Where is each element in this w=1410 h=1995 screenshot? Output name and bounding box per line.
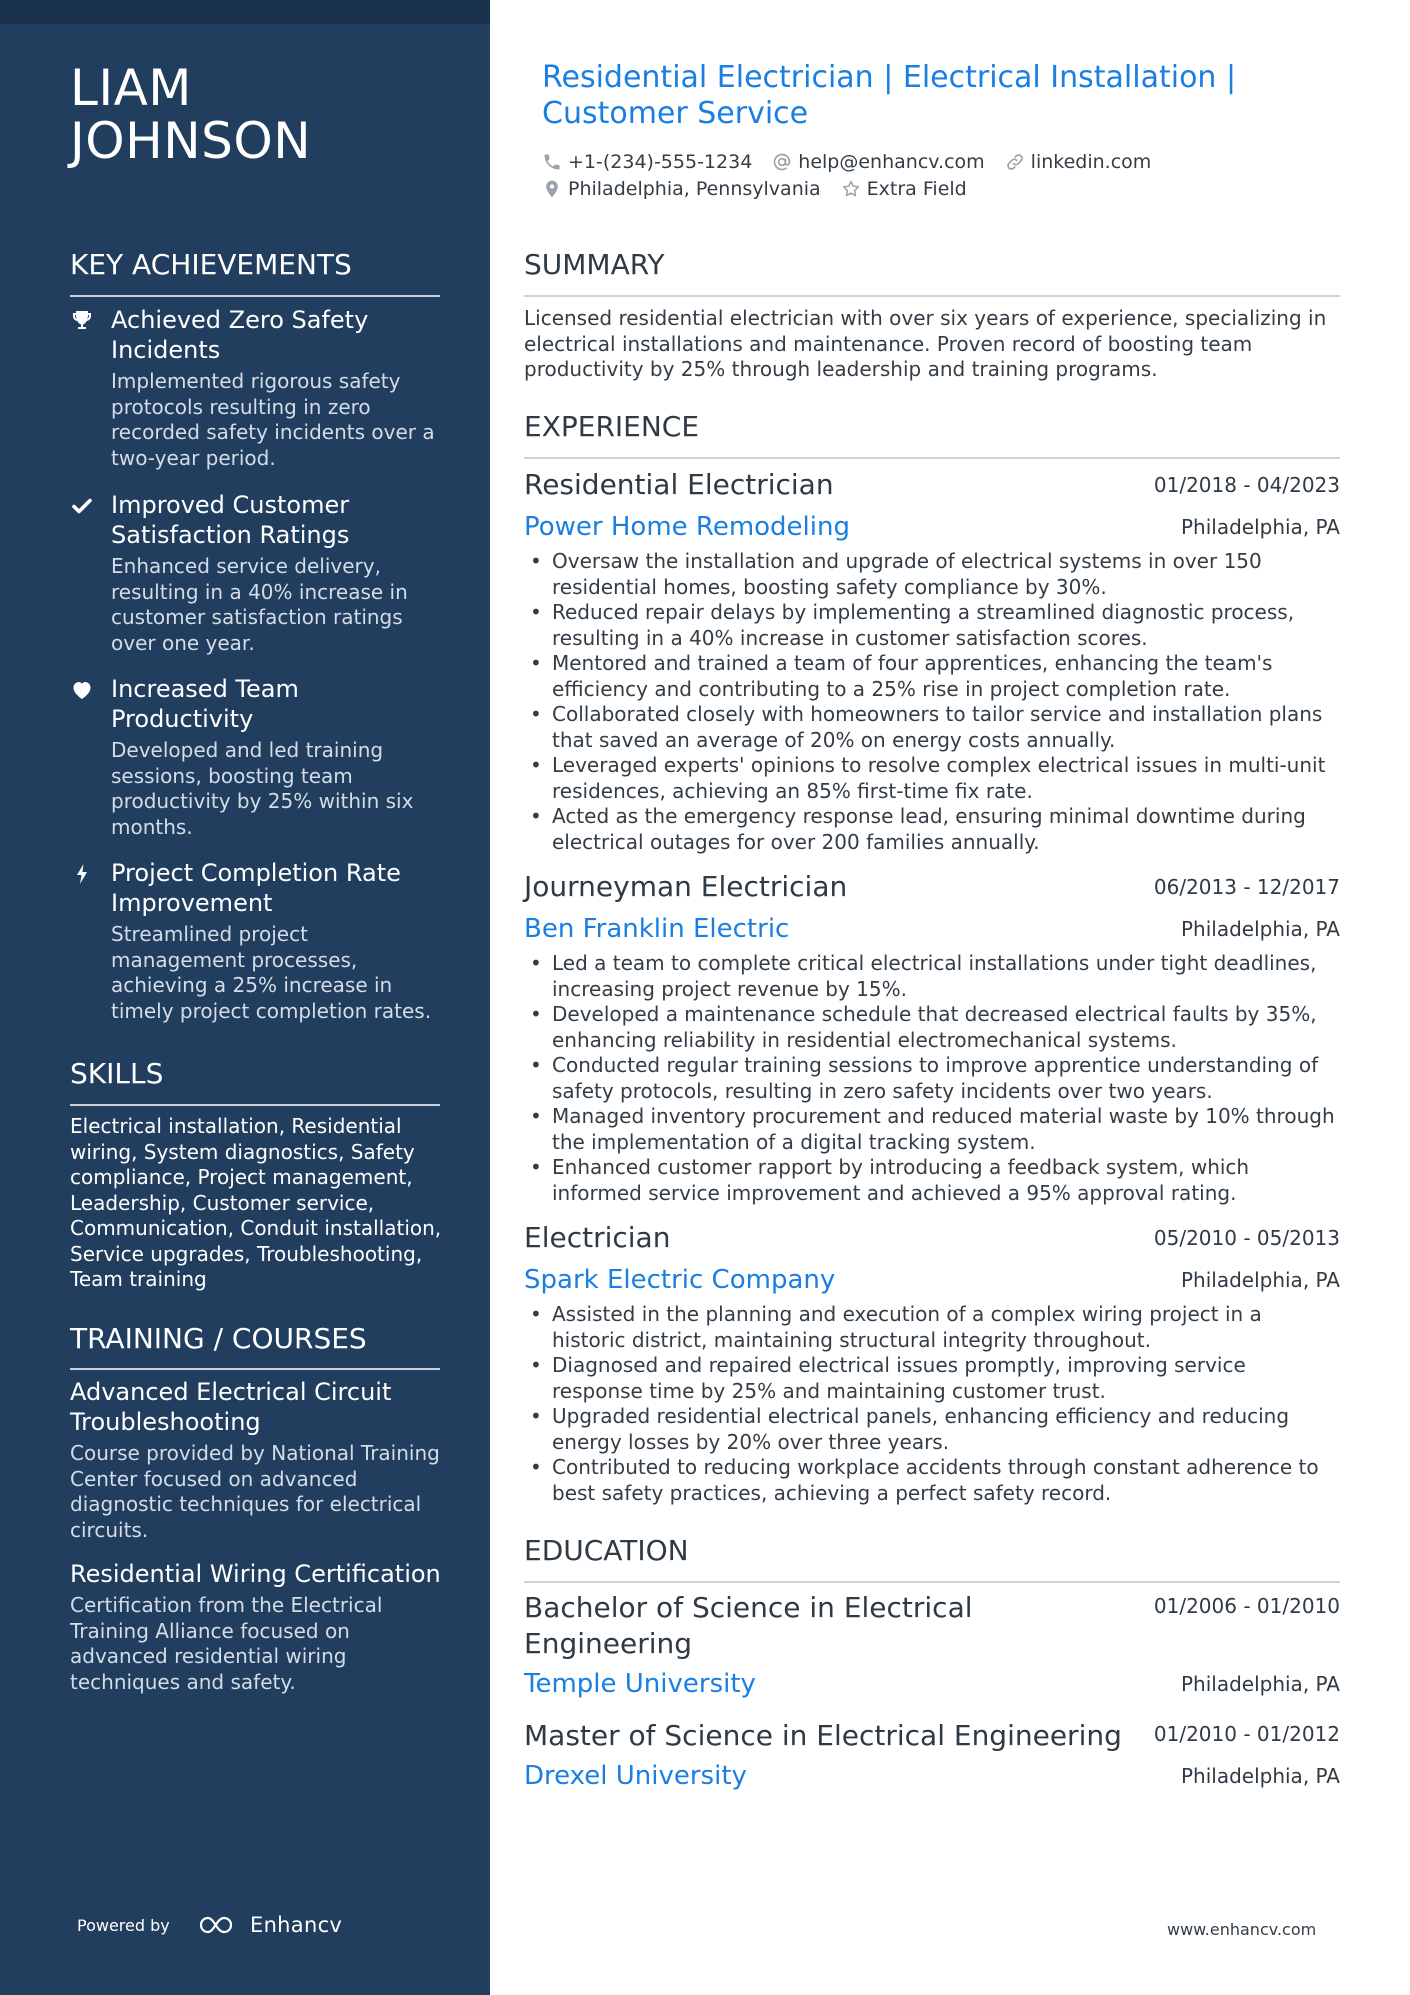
degree-title: Bachelor of Science in Electrical Engineering xyxy=(524,1591,973,1660)
contact-location xyxy=(542,178,821,200)
course-title: Advanced Electrical Circuit Troubleshooting xyxy=(70,1378,392,1436)
job-dates: 05/2010 - 05/2013 xyxy=(1153,1226,1340,1250)
trophy-icon xyxy=(70,309,96,335)
job-dates: 06/2013 - 12/2017 xyxy=(1153,875,1340,899)
sidebar xyxy=(0,0,490,1995)
enhancv-logo[interactable] xyxy=(196,1910,342,1940)
section-divider xyxy=(70,1104,440,1106)
school-name[interactable]: Temple University xyxy=(524,1669,756,1699)
course-description: Course provided by National Training Center focused on advanced diagnostic techniques for electrical circuits. xyxy=(70,1441,440,1542)
list-item: • Upgraded residential electrical panels, enhancing efficiency and reducing energy losses by 20% over three years. xyxy=(524,1404,1340,1455)
section-divider xyxy=(524,1581,1340,1583)
contact-email[interactable] xyxy=(772,151,984,173)
education-location: Philadelphia, PA xyxy=(1180,1764,1340,1788)
section-title-key-achievements: KEY ACHIEVEMENTS xyxy=(70,248,352,281)
achievement-description: Implemented rigorous safety protocols resulting in zero recorded safety incidents over a two-year period. xyxy=(111,369,435,470)
candidate-name xyxy=(70,59,312,170)
contact-info xyxy=(542,148,1362,202)
list-item: • Reduced repair delays by implementing a streamlined diagnostic process, resulting in a 40% increase in customer satisfaction scores. xyxy=(524,600,1340,651)
course-description: Certification from the Electrical Training Alliance focused on advanced residential wiring techniques and safety. xyxy=(70,1593,383,1694)
job-title: Residential Electrician xyxy=(524,468,834,501)
contact-linkedin[interactable] xyxy=(1005,151,1152,173)
job-location: Philadelphia, PA xyxy=(1180,917,1340,941)
job-bullets xyxy=(524,549,1340,855)
list-item: • Acted as the emergency response lead, ensuring minimal downtime during electrical outages for over 200 families annually. xyxy=(524,804,1340,855)
list-item: • Oversaw the installation and upgrade of electrical systems in over 150 residential homes, boosting safety compliance by 30%. xyxy=(524,549,1340,600)
headline-line: Residential Electrician | Electrical Installation | xyxy=(542,60,1237,95)
list-item: • Diagnosed and repaired electrical issues promptly, improving service response time by 25% and maintaining customer trust. xyxy=(524,1353,1340,1404)
company-name[interactable]: Ben Franklin Electric xyxy=(524,914,790,944)
first-name: LIAM xyxy=(70,59,192,117)
section-divider xyxy=(524,457,1340,459)
list-item: • Mentored and trained a team of four apprentices, enhancing the team's efficiency and contributing to a 25% rise in project completion rate. xyxy=(524,651,1340,702)
education-entry xyxy=(524,1590,1340,1702)
phone-icon xyxy=(542,152,562,172)
achievement-item xyxy=(70,490,440,656)
job-title: Electrician xyxy=(524,1221,671,1254)
achievement-title: Project Completion Rate Improvement xyxy=(111,859,401,917)
section-divider xyxy=(524,295,1340,297)
section-title-education: EDUCATION xyxy=(524,1534,689,1567)
section-divider xyxy=(70,295,440,297)
extra-field-text: Extra Field xyxy=(866,177,967,200)
job-bullets xyxy=(524,951,1340,1206)
last-name: JOHNSON xyxy=(70,112,312,170)
course-title: Residential Wiring Certification xyxy=(70,1560,441,1588)
at-icon xyxy=(772,152,792,172)
link-icon xyxy=(1005,152,1025,172)
contact-extra xyxy=(841,178,967,200)
achievement-title: Achieved Zero Safety Incidents xyxy=(111,306,369,364)
list-item: • Developed a maintenance schedule that decreased electrical faults by 35%, enhancing reliability in residential electromechanical systems. xyxy=(524,1002,1340,1053)
email-text: help@enhancv.com xyxy=(798,150,985,173)
achievement-title: Increased Team Productivity xyxy=(111,675,299,733)
achievement-description: Developed and led training sessions, boosting team productivity by 25% within six months. xyxy=(111,738,414,839)
achievement-title: Improved Customer Satisfaction Ratings xyxy=(111,491,350,549)
brand-name: Enhancv xyxy=(250,1913,343,1937)
lightning-icon xyxy=(70,862,96,888)
achievement-description: Enhanced service delivery, resulting in a 40% increase in customer satisfaction ratings over one year. xyxy=(111,554,408,655)
footer-url[interactable]: www.enhancv.com xyxy=(1167,1920,1317,1939)
checkmark-icon xyxy=(70,494,96,520)
course-item xyxy=(70,1377,445,1543)
contact-phone[interactable] xyxy=(542,151,752,173)
star-icon xyxy=(841,179,861,199)
section-title-skills: SKILLS xyxy=(70,1057,164,1090)
job-bullets xyxy=(524,1302,1340,1506)
experience-entry xyxy=(524,871,1340,1206)
job-location: Philadelphia, PA xyxy=(1180,515,1340,539)
degree-title: Master of Science in Electrical Engineering xyxy=(524,1719,1122,1752)
headline-line: Customer Service xyxy=(542,96,809,131)
powered-by-label: Powered by xyxy=(77,1916,170,1935)
section-title-summary: SUMMARY xyxy=(524,248,665,281)
achievement-description: Streamlined project management processes, achieving a 25% increase in timely project completion rates. xyxy=(111,922,432,1023)
job-title: Journeyman Electrician xyxy=(524,870,848,903)
job-location: Philadelphia, PA xyxy=(1180,1268,1340,1292)
education-location: Philadelphia, PA xyxy=(1180,1672,1340,1696)
enhancv-logo-icon xyxy=(196,1913,242,1937)
linkedin-text: linkedin.com xyxy=(1030,150,1152,173)
experience-entry xyxy=(524,469,1340,855)
section-divider xyxy=(70,1368,440,1370)
company-name[interactable]: Spark Electric Company xyxy=(524,1265,836,1295)
headline xyxy=(542,60,1242,132)
sidebar-top-strip xyxy=(0,0,490,24)
location-pin-icon xyxy=(542,179,562,199)
section-title-experience: EXPERIENCE xyxy=(524,410,700,443)
list-item: • Enhanced customer rapport by introducing a feedback system, which informed service improvement and achieved a 95% approval rating. xyxy=(524,1155,1340,1206)
education-dates: 01/2010 - 01/2012 xyxy=(1153,1722,1340,1746)
achievement-item xyxy=(70,858,440,1024)
contact-row xyxy=(542,148,1362,175)
contact-row xyxy=(542,175,1362,202)
list-item: • Leveraged experts' opinions to resolve complex electrical issues in multi-unit residences, achieving an 85% first-time fix rate. xyxy=(524,753,1340,804)
list-item: • Collaborated closely with homeowners to tailor service and installation plans that saved an average of 20% on energy costs annually. xyxy=(524,702,1340,753)
achievement-item xyxy=(70,305,440,471)
skills-list: Electrical installation, Residential wiring, System diagnostics, Safety compliance, Project management, Leadership, Customer service, Communication, Conduit installation, Service upgrades, Troubleshooting, Team training xyxy=(70,1114,442,1291)
list-item: • Contributed to reducing workplace accidents through constant adherence to best safety practices, achieving a perfect safety record. xyxy=(524,1455,1340,1506)
list-item: • Led a team to complete critical electrical installations under tight deadlines, increasing project revenue by 15%. xyxy=(524,951,1340,1002)
education-dates: 01/2006 - 01/2010 xyxy=(1153,1594,1340,1618)
list-item: • Conducted regular training sessions to improve apprentice understanding of safety protocols, resulting in zero safety incidents over two years. xyxy=(524,1053,1340,1104)
company-name[interactable]: Power Home Remodeling xyxy=(524,512,850,542)
summary-text: Licensed residential electrician with over six years of experience, specializing in electrical installations and maintenance. Proven record of boosting team productivity by 25% through leadership and training programs. xyxy=(524,306,1327,381)
phone-text: +1-(234)-555-1234 xyxy=(568,150,753,173)
list-item: • Assisted in the planning and execution of a complex wiring project in a historic district, maintaining structural integrity throughout. xyxy=(524,1302,1340,1353)
list-item: • Managed inventory procurement and reduced material waste by 10% through the implementation of a digital tracking system. xyxy=(524,1104,1340,1155)
location-text: Philadelphia, Pennsylvania xyxy=(568,177,821,200)
heart-icon xyxy=(70,678,96,704)
education-entry xyxy=(524,1718,1340,1794)
course-item xyxy=(70,1559,445,1695)
experience-entry xyxy=(524,1222,1340,1506)
school-name[interactable]: Drexel University xyxy=(524,1761,747,1791)
job-dates: 01/2018 - 04/2023 xyxy=(1153,473,1340,497)
section-title-training: TRAINING / COURSES xyxy=(70,1322,367,1355)
achievement-item xyxy=(70,674,440,840)
